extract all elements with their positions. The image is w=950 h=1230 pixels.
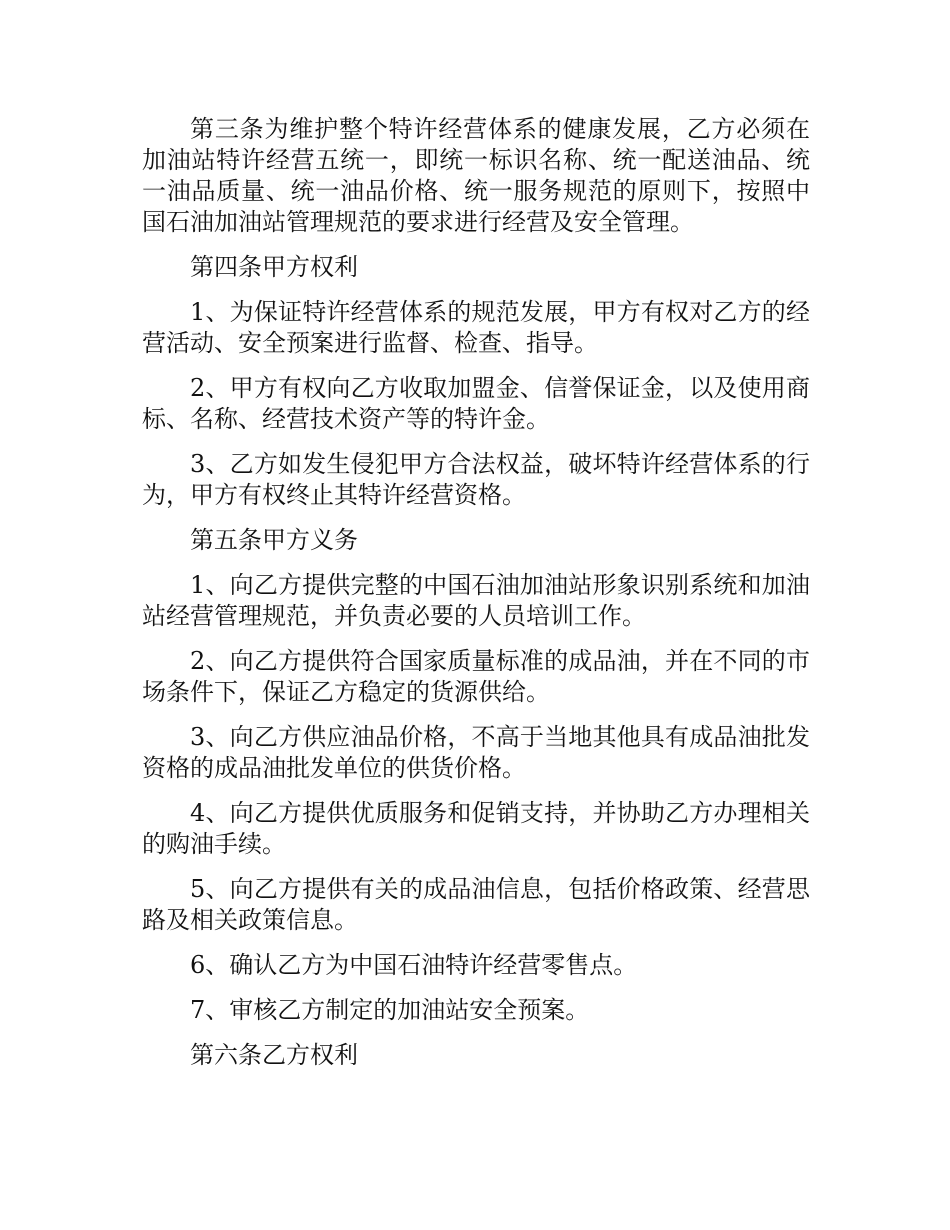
article-5-item-1: 1、向乙方提供完整的中国石油加油站形象识别系统和加油站经营管理规范，并负责必要的人员培训工作。 — [142, 571, 810, 630]
article-5-heading: 第五条甲方义务 — [190, 526, 358, 554]
article-5-item-6: 6、确认乙方为中国石油特许经营零售点。 — [190, 951, 638, 979]
document-body — [142, 114, 810, 1085]
article-4-item-1: 1、为保证特许经营体系的规范发展，甲方有权对乙方的经营活动、安全预案进行监督、检查、指导。 — [142, 298, 810, 357]
article-5-item-2: 2、向乙方提供符合国家质量标准的成品油，并在不同的市场条件下，保证乙方稳定的货源供给。 — [142, 647, 810, 706]
article-5-item-3: 3、向乙方供应油品价格，不高于当地其他具有成品油批发资格的成品油批发单位的供货价格。 — [142, 723, 810, 782]
article-3-paragraph: 第三条为维护整个特许经营体系的健康发展，乙方必须在加油站特许经营五统一，即统一标识名称、统一配送油品、统一油品质量、统一油品价格、统一服务规范的原则下，按照中国石油加油站管理规范的要求进行经营及安全管理。 — [142, 115, 810, 236]
article-5-item-4: 4、向乙方提供优质服务和促销支持，并协助乙方办理相关的购油手续。 — [142, 799, 810, 858]
article-4-heading: 第四条甲方权利 — [190, 253, 358, 281]
article-4-item-2: 2、甲方有权向乙方收取加盟金、信誉保证金，以及使用商标、名称、经营技术资产等的特许金。 — [142, 374, 810, 433]
article-4-item-3: 3、乙方如发生侵犯甲方合法权益，破坏特许经营体系的行为，甲方有权终止其特许经营资格。 — [142, 450, 810, 509]
article-5-item-7: 7、审核乙方制定的加油站安全预案。 — [190, 996, 590, 1024]
article-6-heading: 第六条乙方权利 — [190, 1041, 358, 1069]
article-5-item-5: 5、向乙方提供有关的成品油信息，包括价格政策、经营思路及相关政策信息。 — [142, 875, 810, 934]
